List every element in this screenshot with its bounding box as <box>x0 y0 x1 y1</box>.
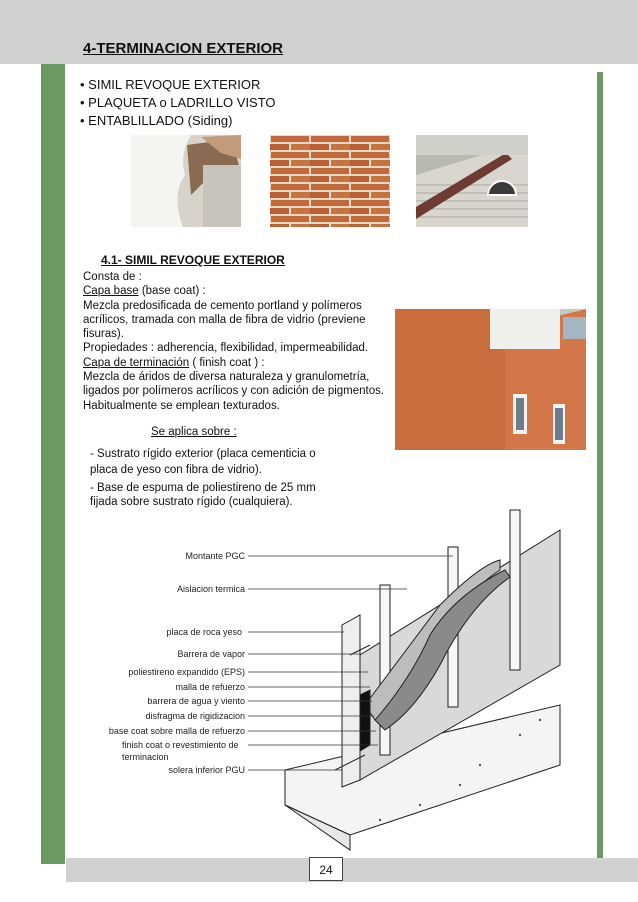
right-accent-bar <box>597 72 603 860</box>
capa-base-label: Capa base <box>83 285 139 298</box>
capa-term-text: Mezcla de áridos de diversa naturaleza y granulometría, ligados por polímeros acrílicos y con adición de pigmentos. Habitualmente se emplean texturados. <box>83 371 385 412</box>
list-item: - Sustrato rígido exterior (placa cementicia o placa de yeso con fibra de vidrio). <box>90 448 316 476</box>
diagram-label: Montante PGC <box>185 551 245 561</box>
diagram-label: solera inferior PGU <box>168 765 245 775</box>
left-accent-bar <box>41 64 65 864</box>
capa-term-label: Capa de terminación <box>83 356 190 369</box>
section-title: 4.1- SIMIL REVOQUE EXTERIOR <box>101 253 285 267</box>
page-title: 4-TERMINACION EXTERIOR <box>83 40 284 57</box>
list-item: - Base de espuma de poliestireno de 25 mm fijada sobre sustrato rígido (cualquiera). <box>90 482 316 508</box>
siding-house-photo <box>416 135 528 227</box>
page-number: 24 <box>309 857 343 881</box>
capa-base-text: Mezcla predosificada de cemento portland y polímeros acrílicos, tramada con malla de fibra de vidrio (previene fisuras). <box>83 299 366 341</box>
aplica-heading: Se aplica sobre : <box>151 426 237 438</box>
page-footer <box>66 858 638 882</box>
diagram-label: Aislacion termica <box>176 584 245 594</box>
diagram-label: terminacion <box>122 752 169 762</box>
capa-term-suffix: ( finish coat ) : <box>189 356 265 369</box>
diagram-label: Barrera de vapor <box>177 649 245 659</box>
section-description <box>83 270 398 413</box>
diagram-label: finish coat o revestimiento de <box>122 740 239 750</box>
list-item: • SIMIL REVOQUE EXTERIOR <box>80 76 276 94</box>
capa-base-suffix: (base coat) : <box>138 285 206 298</box>
finish-types-list <box>80 76 276 130</box>
diagram-label: base coat sobre malla de refuerzo <box>108 726 245 736</box>
wall-section-diagram <box>80 505 580 855</box>
propiedades-text: Propiedades : adherencia, flexibilidad, impermeabilidad. <box>83 342 369 355</box>
stucco-facade-photo <box>395 309 586 450</box>
diagram-label: poliestireno expandido (EPS) <box>128 667 245 677</box>
consta-text: Consta de : <box>83 271 142 283</box>
diagram-label: disfragma de rigidizacion <box>145 711 245 721</box>
list-item: • PLAQUETA o LADRILLO VISTO <box>80 94 276 112</box>
capa-base-heading <box>83 284 398 298</box>
capa-term-heading <box>83 356 398 370</box>
brick-wall-photo <box>270 135 390 227</box>
diagram-label: placa de roca yeso <box>166 627 242 637</box>
diagram-label: malla de refuerzo <box>175 682 245 692</box>
list-item: • ENTABLILLADO (Siding) <box>80 112 276 130</box>
diagram-label: barrera de agua y viento <box>147 696 245 706</box>
stucco-application-photo <box>131 135 241 227</box>
